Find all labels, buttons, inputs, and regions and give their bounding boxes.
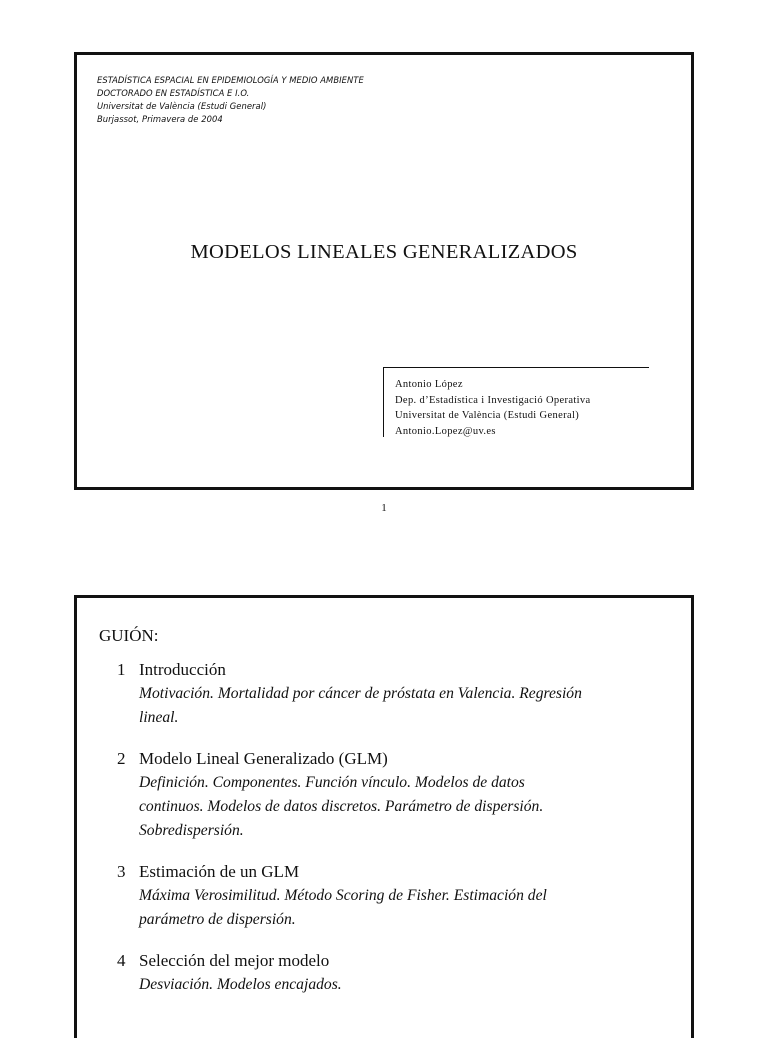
description-line: lineal. xyxy=(139,709,179,726)
outline-item-title: Estimación de un GLM xyxy=(139,862,300,881)
outline-item-number: 3 xyxy=(117,862,126,881)
description-line: Sobredispersión. xyxy=(139,822,244,839)
page-number: 1 xyxy=(381,502,387,514)
description-line: continuos. Modelos de datos discretos. Parámetro de dispersión. xyxy=(139,798,544,815)
description-line: parámetro de dispersión. xyxy=(139,911,296,928)
course-header-line: DOCTORADO EN ESTADÍSTICA E I.O. xyxy=(97,88,250,98)
outline-heading: GUIÓN: xyxy=(99,626,159,645)
outline-item-title: Introducción xyxy=(139,660,226,679)
description-line: Máxima Verosimilitud. Método Scoring de Fisher. Estimación del xyxy=(139,887,547,904)
course-header xyxy=(97,74,364,126)
outline-item xyxy=(117,747,677,843)
outline-item-description xyxy=(139,682,677,730)
outline-item-description xyxy=(139,973,677,997)
author-email: Antonio.Lopez@uv.es xyxy=(395,425,496,437)
title-slide xyxy=(74,52,694,490)
outline-item-number: 4 xyxy=(117,951,126,970)
description-line: Definición. Componentes. Función vínculo. Modelos de datos xyxy=(139,774,525,791)
author-university: Universitat de València (Estudi General) xyxy=(395,410,580,421)
description-line: Motivación. Mortalidad por cáncer de próstata en Valencia. Regresión xyxy=(139,685,582,702)
author-name: Antonio López xyxy=(395,379,463,390)
outline-slide xyxy=(74,595,694,1038)
outline-item xyxy=(117,658,677,730)
outline-item-title: Selección del mejor modelo xyxy=(139,951,330,970)
author-info xyxy=(395,377,591,439)
outline-list xyxy=(117,658,677,1014)
outline-item-number: 1 xyxy=(117,660,126,679)
course-header-line: Universitat de València (Estudi General) xyxy=(97,101,267,111)
description-line: Desviación. Modelos encajados. xyxy=(139,976,342,993)
outline-item xyxy=(117,949,677,997)
course-header-line: ESTADÍSTICA ESPACIAL EN EPIDEMIOLOGÍA Y MEDIO AMBIENTE xyxy=(97,75,364,85)
outline-item xyxy=(117,860,677,932)
author-department: Dep. d’Estadística i Investigació Operativa xyxy=(395,394,591,406)
outline-item-title: Modelo Lineal Generalizado (GLM) xyxy=(139,749,388,768)
outline-item-description xyxy=(139,884,677,932)
author-box xyxy=(383,367,649,437)
slide-title: MODELOS LINEALES GENERALIZADOS xyxy=(190,241,578,263)
outline-item-number: 2 xyxy=(117,749,126,768)
outline-item-description xyxy=(139,771,677,843)
course-header-line: Burjassot, Primavera de 2004 xyxy=(97,114,223,124)
